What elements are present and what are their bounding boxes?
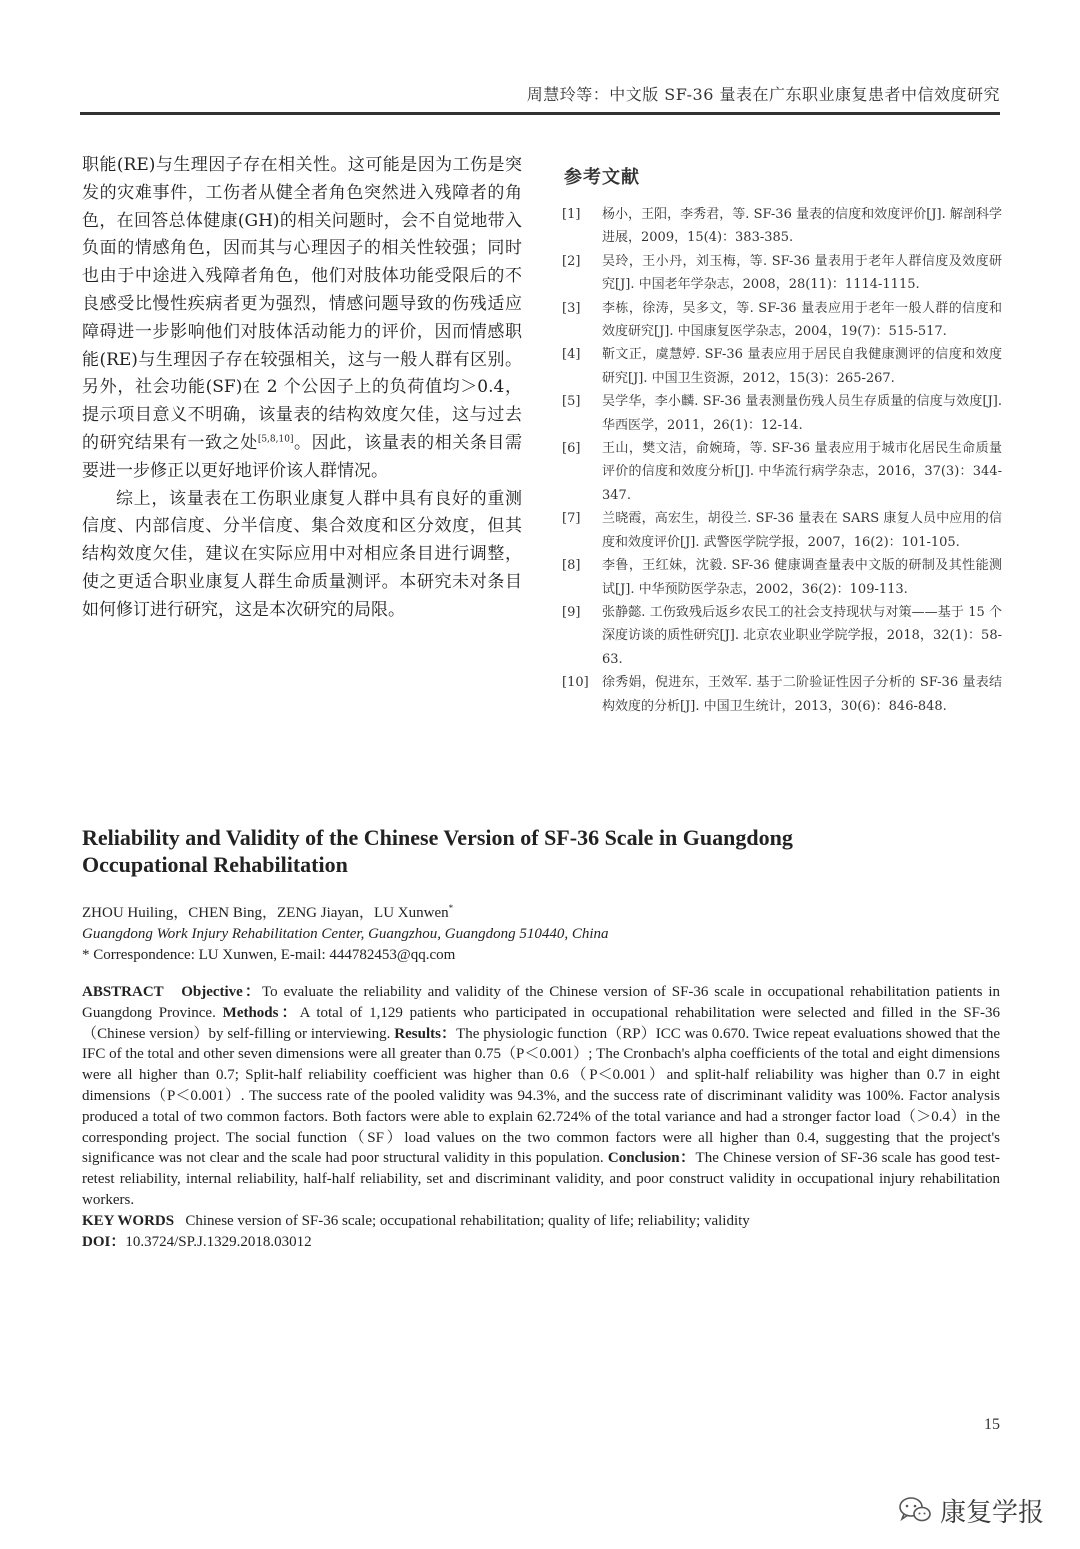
- keywords-label: KEY WORDS: [82, 1212, 175, 1229]
- keywords-line: [82, 1211, 1000, 1232]
- keywords-text: Chinese version of SF-36 scale; occupational rehabilitation; quality of life; reliability; validity: [185, 1212, 750, 1229]
- correspondence: * Correspondence: LU Xunwen, E-mail: 444782453@qq.com: [82, 947, 456, 963]
- abstract-paragraph: [82, 982, 1000, 1211]
- abstract-label: ABSTRACT: [82, 984, 164, 1000]
- reference-item: [562, 507, 1002, 554]
- reference-text: 徐秀娟，倪进东，王效军. 基于二阶验证性因子分析的 SF-36 量表结构效度的分析[J]. 中国卫生统计，2013，30(6)：846-848.: [602, 675, 1002, 714]
- reference-text: 吴学华，李小麟. SF-36 量表测量伤残人员生存质量的信度与效度[J]. 华西医学，2011，26(1)：12-14.: [602, 394, 1002, 433]
- reference-text: 王山，樊文洁，俞婉琦，等. SF-36 量表应用于城市化居民生命质量评价的信度和效度分析[J]. 中华流行病学杂志，2016，37(3)：344-347.: [602, 441, 1002, 503]
- citation: [5,8,10]: [257, 434, 294, 445]
- objective-label: Objective：: [181, 984, 263, 1000]
- doi-label: DOI：: [82, 1233, 126, 1250]
- body-paragraph-1: [82, 152, 522, 486]
- body-paragraph-2: 综上，该量表在工伤职业康复人群中具有良好的重测信度、内部信度、分半信度、集合效度和区分效度，但其结构效度欠佳，建议在实际应用中对相应条目进行调整，使之更适合职业康复人群生命质量测评。本研究未对条目如何修订进行研究，这是本次研究的局限。: [82, 488, 522, 620]
- references-section: [562, 163, 1002, 718]
- reference-text: 李栋，徐涛，吴多文，等. SF-36 量表应用于老年一般人群的信度和效度研究[J]. 中国康复医学杂志，2004，19(7)：515-517.: [602, 300, 1002, 340]
- english-title-line-2: Occupational Rehabilitation: [82, 852, 348, 877]
- corresponding-mark: *: [448, 903, 454, 913]
- english-title-line-1: Reliability and Validity of the Chinese Version of SF-36 Scale in Guangdong: [82, 825, 793, 850]
- watermark: [898, 1490, 1068, 1530]
- running-header: 周慧玲等：中文版 SF-36 量表在广东职业康复患者中信效度研究: [526, 85, 1000, 104]
- header-rule: [80, 112, 1000, 115]
- reference-text: 兰晓霞，高宏生，胡役兰. SF-36 量表在 SARS 康复人员中应用的信度和效度评价[J]. 武警医学院学报，2007，16(2)：101-105.: [602, 511, 1002, 550]
- results-label: Results：: [394, 1025, 457, 1042]
- author-names: ZHOU Huiling，CHEN Bing，ZENG Jiayan，LU Xunwen: [82, 905, 449, 921]
- methods-text: A total of 1,129 patients who participated in occupational rehabilitation were selected and filled in the SF-36（Chinese version）by self-filling or interviewing.: [82, 1004, 1001, 1042]
- reference-text: 靳文正，虞慧婷. SF-36 量表应用于居民自我健康测评的信度和效度研究[J]. 中国卫生资源，2012，15(3)：265-267.: [602, 347, 1002, 386]
- watermark-text: 康复学报: [940, 1497, 1045, 1528]
- reference-number: [9]: [562, 604, 581, 620]
- affiliation: Guangdong Work Injury Rehabilitation Center, Guangzhou, Guangdong 510440, China: [82, 926, 609, 942]
- authors-block: [82, 898, 982, 966]
- body-p1-end: 。因此，该量表的相关条目需要进一步修正以更好地评价该人群情况。: [82, 432, 523, 481]
- reference-item: [562, 343, 1002, 390]
- author-list: [82, 898, 982, 924]
- objective-text: To evaluate the reliability and validity of the Chinese version of SF-36 scale in occupational rehabilitation patients in Guangdong Province.: [82, 984, 1001, 1021]
- reference-text: 杨小，王阳，李秀君，等. SF-36 量表的信度和效度评价[J]. 解剖科学进展，2009，15(4)：383-385.: [602, 207, 1002, 246]
- reference-item: [562, 671, 1002, 718]
- conclusion-text: The Chinese version of SF-36 scale has good test-retest reliability, internal reliability, half-half reliability, set and discriminant validity, and poor construct validity in occupational injury rehabilitation workers.: [82, 1150, 1001, 1208]
- body-p1-text: 职能(RE)与生理因子存在相关性。这可能是因为工伤是突发的灾难事件，工伤者从健全者角色突然进入残障者的角色，在回答总体健康(GH)的相关问题时，会不自觉地带入负面的情感角色，因而其与心理因子的相关性较强；同时也由于中途进入残障者角色，他们对肢体功能受限后的不良感受比慢性疾病者更为强烈，情感问题导致的伤残适应障碍进一步影响他们对肢体活动能力的评价，因而情感职能(RE)与生理因子存在较强相关，这与一般人群有区别。另外，社会功能(SF)在 2 个公因子上的负荷值均＞0.4，提示项目意义不明确，该量表的结构效度欠佳，这与过去的研究结果有一致之处: [82, 155, 522, 453]
- reference-text: 李鲁，王红妹，沈毅. SF-36 健康调查量表中文版的研制及其性能测试[J]. 中华预防医学杂志，2002，36(2)：109-113.: [602, 558, 1002, 597]
- results-text: The physiologic function（RP）ICC was 0.670. Twice repeat evaluations showed that the IFC of the total and other seven dimensions were all greater than 0.75（P＜0.001）; The Cronbach's alpha coefficients of the total and eight dimensions were all higher than 0.7; Split-half reliability coefficient was higher than 0.6（P＜0.001）and split-half reliability was higher than 0.7 in eight dimensions（P＜0.001）. The success rate of the pooled validity was 94.3%, and the success rate of discriminant validity was 100%. Factor analysis produced a total of two common factors. Both factors were able to explain 62.724% of the total variance and had a stronger factor load（＞0.4）in the corresponding project. The social function（SF）load values on the two common factors were all higher than 0.4, suggesting that the project's significance was not clear and the scale had poor structural validity in this population.: [82, 1025, 1001, 1167]
- doi-line: [82, 1232, 1000, 1253]
- reference-number: [3]: [562, 300, 581, 316]
- abstract-block: [82, 982, 1000, 1252]
- reference-item: [562, 390, 1002, 437]
- doi-text: 10.3724/SP.J.1329.2018.03012: [125, 1233, 312, 1250]
- reference-item: [562, 250, 1002, 297]
- reference-number: [5]: [562, 394, 581, 410]
- reference-item: [562, 437, 1002, 507]
- reference-text: 吴玲，王小丹，刘玉梅，等. SF-36 量表用于老年人群信度及效度研究[J]. 中国老年学杂志，2008，28(11)：1114-1115.: [602, 253, 1002, 293]
- english-title: [82, 824, 982, 878]
- wechat-icon: [898, 1495, 932, 1525]
- reference-text: 张静懿. 工伤致残后返乡农民工的社会支持现状与对策——基于 15 个深度访谈的质性研究[J]. 北京农业职业学院学报，2018，32(1)：58-63.: [602, 604, 1002, 667]
- reference-number: [6]: [562, 441, 581, 457]
- body-text-column: [82, 152, 522, 625]
- reference-number: [4]: [562, 347, 581, 363]
- reference-item: [562, 203, 1002, 250]
- reference-item: [562, 554, 1002, 601]
- conclusion-label: Conclusion：: [607, 1150, 696, 1167]
- reference-number: [1]: [562, 207, 581, 222]
- reference-number: [10]: [562, 675, 589, 691]
- reference-item: [562, 297, 1002, 344]
- reference-number: [8]: [562, 558, 581, 574]
- reference-item: [562, 601, 1002, 671]
- reference-number: [7]: [562, 511, 581, 527]
- methods-label: Methods：: [222, 1004, 300, 1021]
- reference-list: [562, 203, 1002, 718]
- references-title: 参考文献: [564, 167, 640, 188]
- page-number: 15: [984, 1416, 1000, 1433]
- reference-number: [2]: [562, 253, 581, 269]
